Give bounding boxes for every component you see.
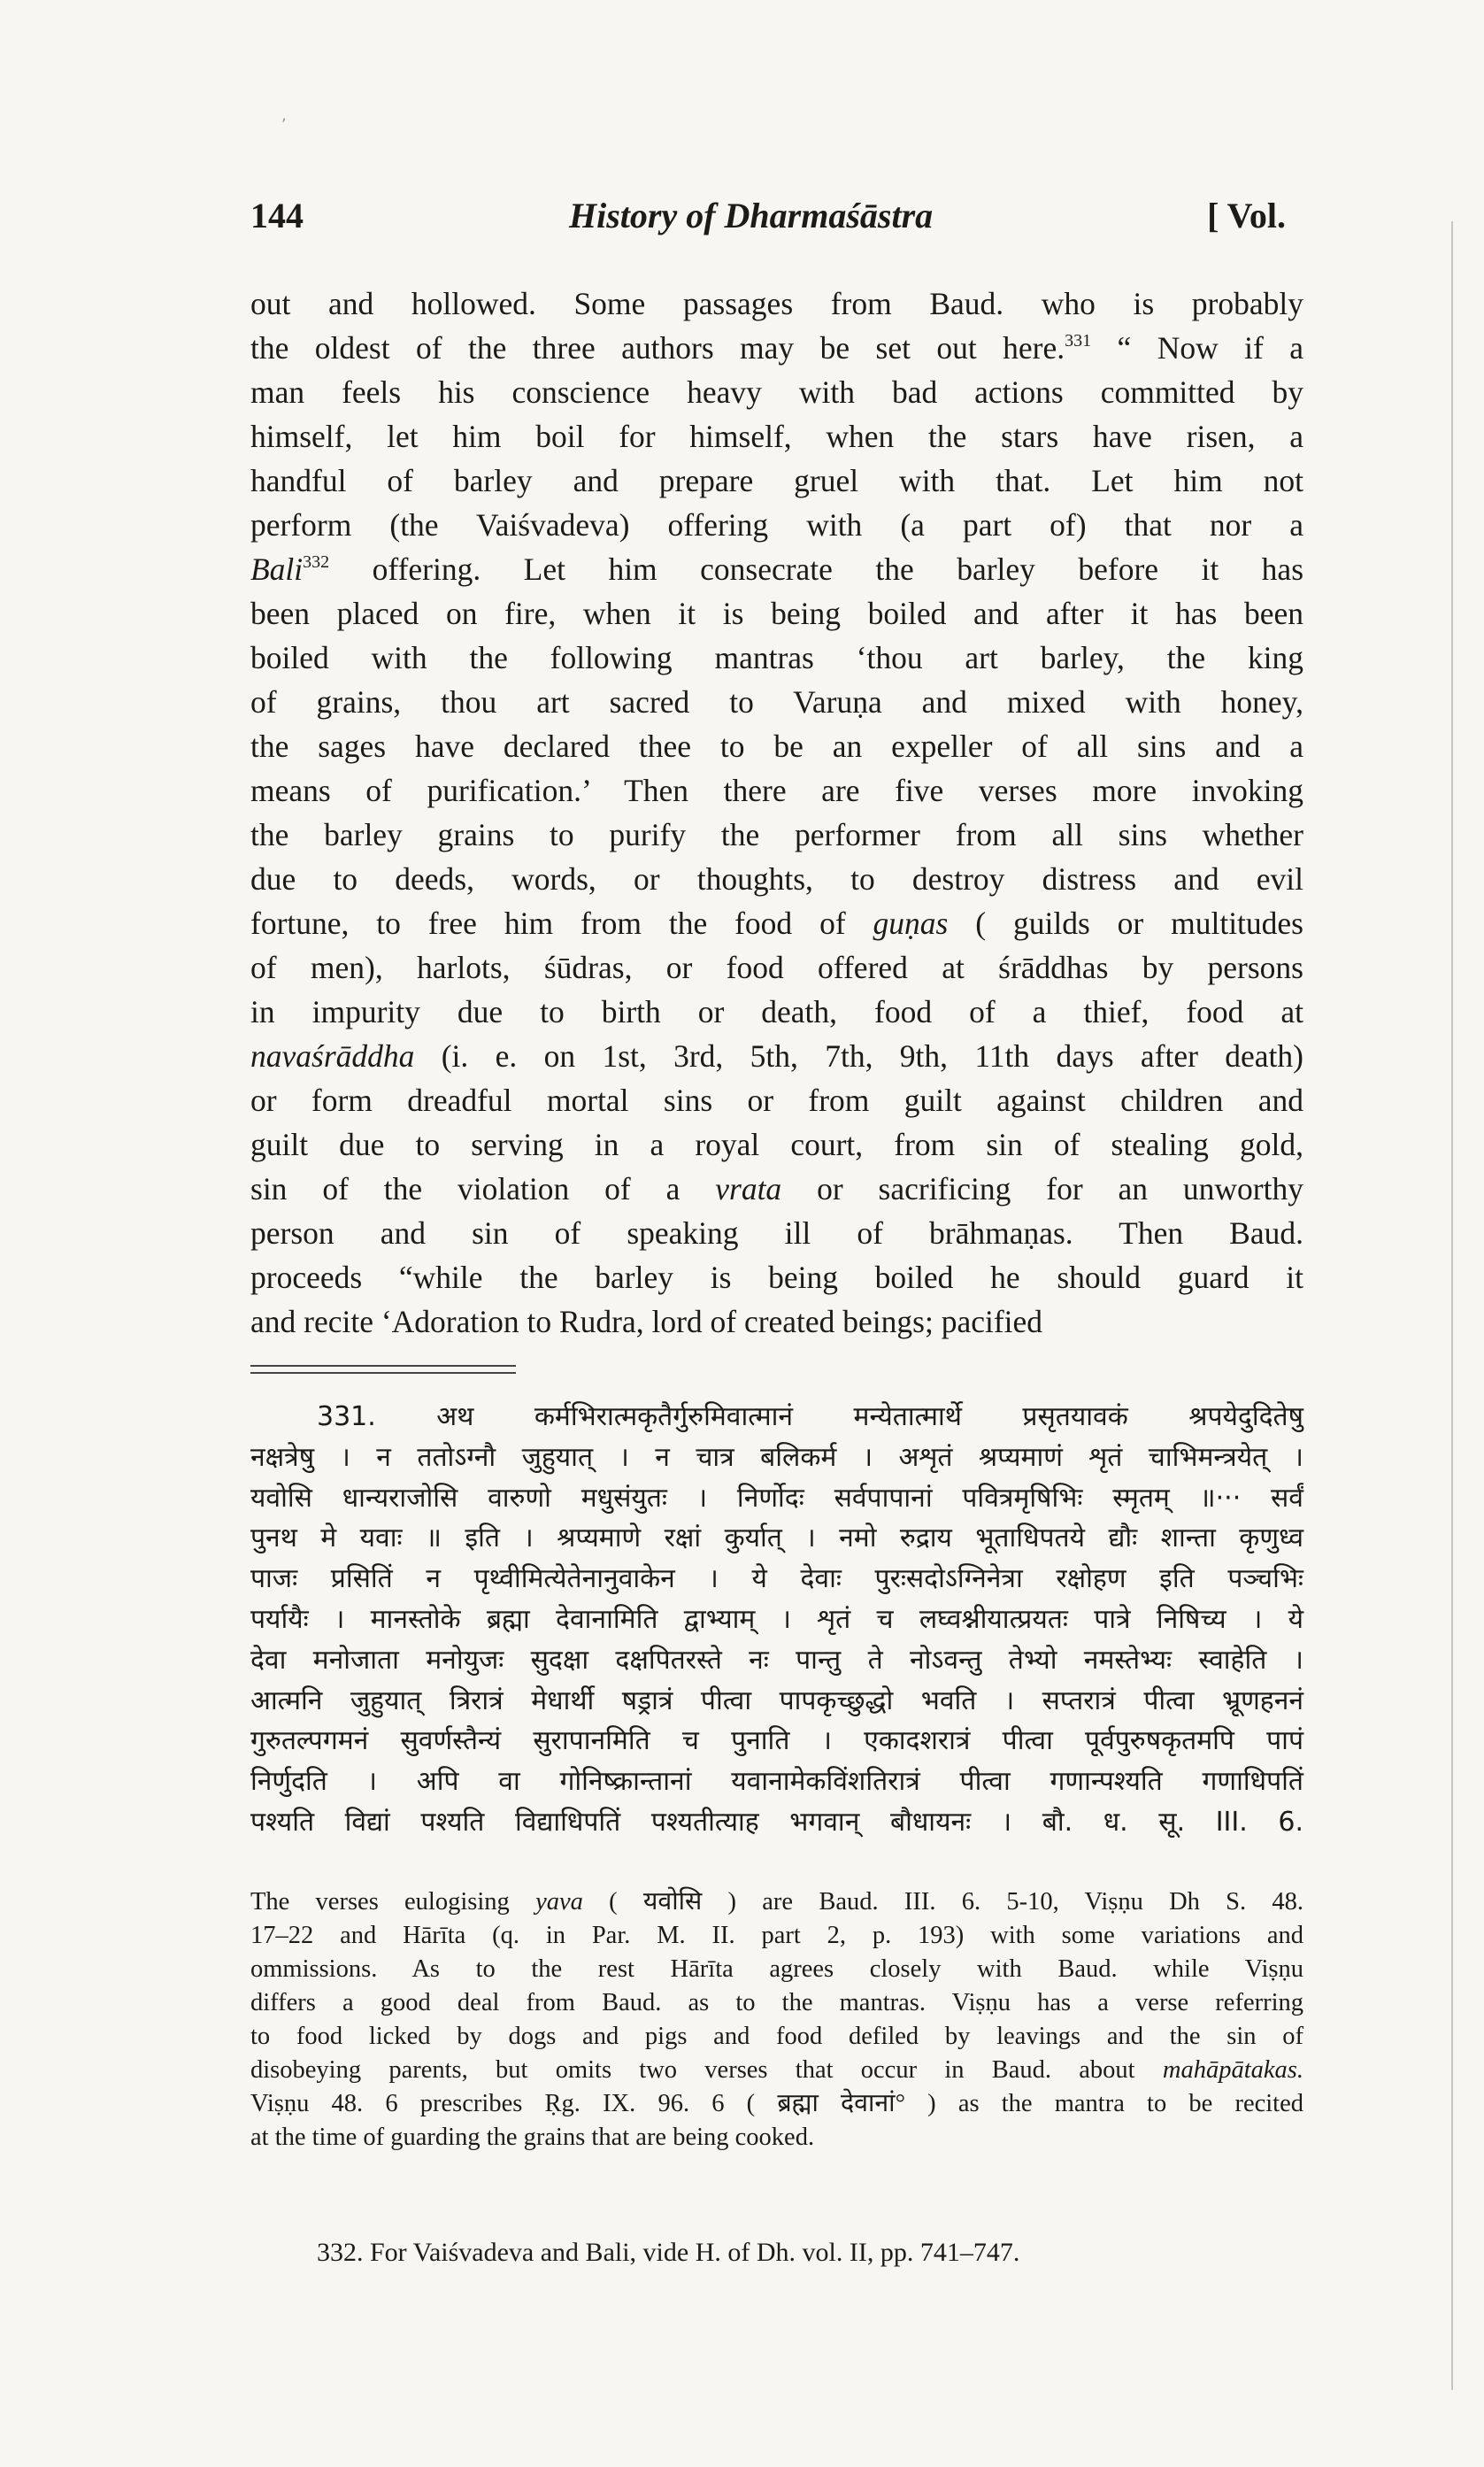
footnote-line: पश्यति विद्यां पश्यति विद्याधिपतिं पश्यतीत्याह भगवान् बौधायनः । बौ. ध. सू. III. 6. (250, 1806, 1303, 1838)
footnote-line: 17–22 and Hārīta (q. in Par. M. II. part 2, p. 193) with some variations and (250, 1922, 1303, 1949)
body-line: perform (the Vaiśvadeva) offering with (a part of) that nor a (250, 507, 1303, 543)
footnote-line: differs a good deal from Baud. as to the mantras. Viṣṇu has a verse referring (250, 1989, 1303, 2016)
body-line: the oldest of the three authors may be set out here.$^{331}$ “ Now if a (250, 330, 1303, 366)
footnote-line: गुरुतल्पगमनं सुवर्णस्तैन्यं सुरापानमिति च पुनाति । एकादशरात्रं पीत्वा पूर्वपुरुषकृतमपि पापं (250, 1725, 1303, 1757)
footnote-line: यवोसि धान्यराजोसि वारुणो मधुसंयुतः । निर्णोदः सर्वपापानां पवित्रमृषिभिः स्मृतम् ॥··· सर्वं (250, 1482, 1303, 1514)
body-line: in impurity due to birth or death, food of a thief, food at (250, 994, 1303, 1029)
body-line: fortune, to free him from the food of guṇas ( guilds or multitudes (250, 906, 1303, 941)
footnote-line: at the time of guarding the grains that are being cooked. (250, 2124, 815, 2151)
scan-margin-line (1451, 221, 1453, 2390)
footnote-ref-332[interactable]: 332 (303, 552, 330, 572)
footnote-line: to food licked by dogs and pigs and food defiled by leavings and the sin of (250, 2023, 1303, 2050)
footnote-line: निर्णुदति । अपि वा गोनिष्क्रान्तानां यवानामेकविंशतिरात्रं पीत्वा गणान्पश्यति गणाधिपतिं (250, 1766, 1303, 1798)
footnote-ref-331[interactable]: 331 (1065, 331, 1092, 351)
footnote-divider (250, 1365, 516, 1374)
body-line: handful of barley and prepare gruel with that. Let him not (250, 463, 1303, 498)
body-line: out and hollowed. Some passages from Baud. who is probably (250, 286, 1303, 321)
body-line: or form dreadful mortal sins or from guilt against children and (250, 1083, 1303, 1118)
running-title: History of Dharmaśāstra (569, 196, 934, 235)
body-line: man feels his conscience heavy with bad actions committed by (250, 374, 1303, 410)
body-line: of men), harlots, śūdras, or food offered at śrāddhas by persons (250, 950, 1303, 985)
footnote-331-sanskrit (250, 1397, 1303, 1843)
footnote-line: The verses eulogising yava ( यवोसि ) are Baud. III. 6. 5-10, Viṣṇu Dh S. 48. (250, 1888, 1304, 1916)
footnote-line: आत्मनि जुहुयात् त्रिरात्रं मेधार्थी षड्रात्रं पीत्वा पापकृच्छुद्धो भवति । सप्तरात्रं पीत्वा भ्रूणहननं (250, 1684, 1303, 1716)
page-number: 144 (250, 196, 304, 235)
footnote-line: पर्यायैः । मानस्तोके ब्रह्मा देवानामिति द्वाभ्याम् । शृतं च लघ्वश्नीयात्प्रयतः पात्रे निषिच्य । ये (250, 1603, 1303, 1635)
body-line: proceeds “while the barley is being boiled he should guard it (250, 1260, 1303, 1295)
body-line: navaśrāddha (i. e. on 1st, 3rd, 5th, 7th, 9th, 11th days after death) (250, 1038, 1303, 1074)
volume-label: [ Vol. (1207, 196, 1286, 235)
body-text (250, 281, 1303, 1344)
footnote-line: 331. अथ कर्मभिरात्मकृतैर्गुरुमिवात्मानं मन्येतात्मार्थे प्रसृतयावकं श्रपयेदुदितेषु (317, 1401, 1303, 1432)
body-line: been placed on fire, when it is being boiled and after it has been (250, 596, 1303, 631)
footnote-332 (250, 2235, 1303, 2279)
footnote-line: 332. For Vaiśvadeva and Bali, vide H. of Dh. vol. II, pp. 741–747. (317, 2238, 1020, 2267)
body-line: guilt due to serving in a royal court, from sin of stealing gold, (250, 1127, 1303, 1162)
body-line: of grains, thou art sacred to Varuṇa and mixed with honey, (250, 684, 1303, 720)
footnote-line: नक्षत्रेषु । न ततोऽग्नौ जुहुयात् । न चात्र बलिकर्म । अशृतं श्रप्यमाणं शृतं चाभिमन्त्रयेत् । (250, 1441, 1303, 1473)
footnote-line: देवा मनोजाता मनोयुजः सुदक्षा दक्षपितरस्ते नः पान्तु ते नोऽवन्तु तेभ्यो नमस्तेभ्यः स्वाहेति । (250, 1644, 1303, 1676)
page-header (250, 195, 1286, 248)
body-line: means of purification.’ Then there are five verses more invoking (250, 773, 1303, 808)
footnote-line: पुनथ मे यवाः ॥ इति । श्रप्यमाणे रक्षां कुर्यात् । नमो रुद्राय भूताधिपतये द्यौः शान्ता कृणुध्व (250, 1523, 1303, 1554)
body-line: and recite ‘Adoration to Rudra, lord of created beings; pacified (250, 1304, 1043, 1339)
body-line: the barley grains to purify the performer from all sins whether (250, 817, 1303, 852)
footnote-331-english (250, 1885, 1303, 2155)
footnote-line: disobeying parents, but omits two verses that occur in Baud. about mahāpātakas. (250, 2056, 1303, 2084)
footnote-line: ommissions. As to the rest Hārīta agrees closely with Baud. while Viṣṇu (250, 1955, 1303, 1983)
body-line: Bali$^{332}$ offering. Let him consecrate the barley before it has (250, 551, 1304, 587)
footnote-line: Viṣṇu 48. 6 prescribes Ṛg. IX. 96. 6 ( ब्रह्मा देवानां° ) as the mantra to be recited (250, 2090, 1303, 2117)
body-line: person and sin of speaking ill of brāhmaṇas. Then Baud. (250, 1215, 1303, 1251)
body-line: due to deeds, words, or thoughts, to destroy distress and evil (250, 861, 1303, 897)
body-line: boiled with the following mantras ‘thou art barley, the king (250, 640, 1303, 675)
body-line: the sages have declared thee to be an expeller of all sins and a (250, 729, 1303, 764)
footnote-line: पाजः प्रसितिं न पृथ्वीमित्येतेनानुवाकेन । ये देवाः पुरःसदोऽग्निनेत्रा रक्षोहण इति पञ्चभिः (250, 1563, 1303, 1595)
body-line: sin of the violation of a vrata or sacrificing for an unworthy (250, 1171, 1303, 1207)
body-line: himself, let him boil for himself, when the stars have risen, a (250, 419, 1303, 454)
corner-mark: , (281, 106, 287, 125)
